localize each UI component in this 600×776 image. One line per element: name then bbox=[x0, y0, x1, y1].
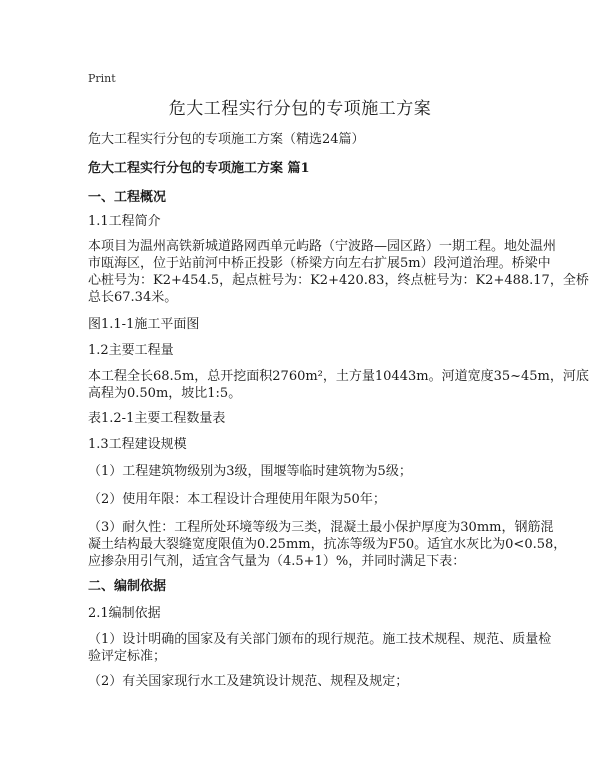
text-line: 凝土结构最大裂缝宽度限值为0.25mm，抗冻等级为F50。适宜水灰比为0<0.58， bbox=[88, 537, 567, 552]
text-line: 验评定标准； bbox=[88, 649, 167, 664]
scale-item-1: （1）工程建筑物级别为3级，围堰等临时建筑物为5级； bbox=[88, 464, 412, 479]
subheading-quantities: 1.2主要工程量 bbox=[88, 343, 174, 358]
article-heading: 危大工程实行分包的专项施工方案 篇1 bbox=[88, 161, 310, 176]
basis-item-1 bbox=[88, 631, 552, 665]
text-line: 总长67.34米。 bbox=[88, 290, 178, 305]
table-caption: 表1.2-1主要工程数量表 bbox=[88, 411, 226, 426]
scale-item-2: （2）使用年限：本工程设计合理使用年限为50年； bbox=[88, 492, 386, 507]
document-title: 危大工程实行分包的专项施工方案 bbox=[168, 99, 432, 119]
text-line: 本工程全长68.5m，总开挖面积2760m²，土方量10443m。河道宽度35~45m，河底 bbox=[88, 369, 589, 384]
paragraph-quantities bbox=[88, 368, 589, 402]
text-line: （1）设计明确的国家及有关部门颁布的现行规范。施工技术规程、规范、质量检 bbox=[88, 632, 552, 647]
paragraph-project-intro bbox=[88, 238, 589, 306]
subheading-basis: 2.1编制依据 bbox=[88, 606, 161, 621]
section-heading-overview: 一、工程概况 bbox=[88, 190, 167, 205]
text-line: 应掺杂用引气剂，适宜含气量为（4.5+1）%，并同时满足下表： bbox=[88, 554, 466, 569]
text-line: 高程为0.50m，坡比1:5。 bbox=[88, 386, 242, 401]
text-line: 市瓯海区，位于站前河中桥正投影（桥梁方向左右扩展5m）段河道治理。桥梁中 bbox=[88, 256, 551, 271]
figure-caption: 图1.1-1施工平面图 bbox=[88, 317, 200, 332]
subheading-project-intro: 1.1工程简介 bbox=[88, 214, 161, 229]
text-line: 本项目为温州高铁新城道路网西单元屿路（宁波路—园区路）一期工程。地处温州 bbox=[88, 239, 557, 254]
basis-item-2: （2）有关国家现行水工及建筑设计规范、规程及规定； bbox=[88, 674, 409, 689]
text-line: 心桩号为：K2+454.5，起点桩号为：K2+420.83，终点桩号为：K2+488.17，全桥 bbox=[88, 273, 589, 288]
print-label[interactable]: Print bbox=[88, 72, 116, 85]
section-heading-basis: 二、编制依据 bbox=[88, 579, 167, 594]
subheading-scale: 1.3工程建设规模 bbox=[88, 437, 187, 452]
document-subtitle: 危大工程实行分包的专项施工方案（精选24篇） bbox=[88, 132, 365, 147]
text-line: （3）耐久性：工程所处环境等级为三类，混凝土最小保护厚度为30mm，钢筋混 bbox=[88, 520, 554, 535]
scale-item-3 bbox=[88, 519, 567, 570]
